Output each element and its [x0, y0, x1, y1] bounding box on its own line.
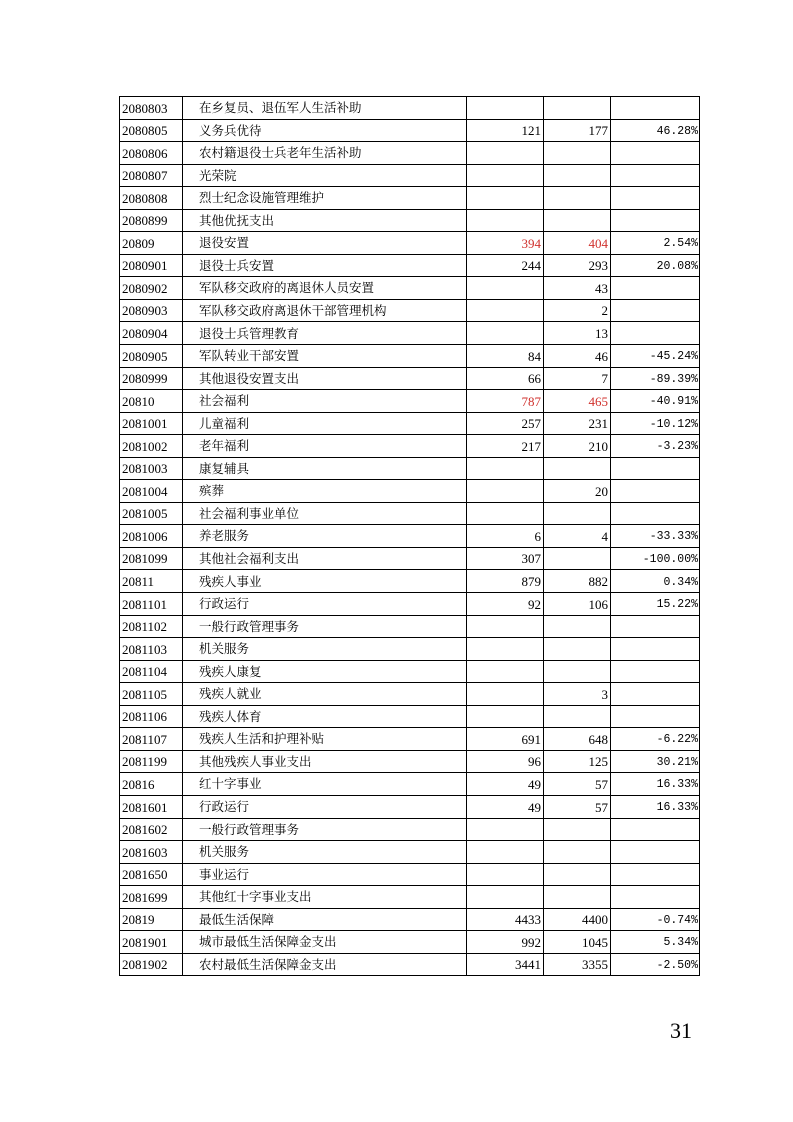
row-code: 2080899: [120, 209, 183, 232]
row-change-pct: -2.50%: [611, 953, 700, 976]
row-value-curr: 4400: [544, 908, 611, 931]
row-code: 20811: [120, 570, 183, 593]
row-value-curr: 2: [544, 299, 611, 322]
row-change-pct: 16.33%: [611, 773, 700, 796]
row-change-pct: [611, 660, 700, 683]
row-name: 农村最低生活保障金支出: [183, 953, 467, 976]
row-name: 残疾人体育: [183, 705, 467, 728]
row-name: 养老服务: [183, 525, 467, 548]
row-value-curr: 125: [544, 750, 611, 773]
row-change-pct: -89.39%: [611, 367, 700, 390]
row-change-pct: [611, 818, 700, 841]
row-value-curr: 13: [544, 322, 611, 345]
row-code: 2080905: [120, 345, 183, 368]
row-code: 2080904: [120, 322, 183, 345]
row-change-pct: [611, 502, 700, 525]
row-value-prev: [467, 209, 544, 232]
table-row: [120, 119, 700, 142]
row-value-prev: [467, 457, 544, 480]
row-change-pct: [611, 705, 700, 728]
row-change-pct: [611, 886, 700, 909]
row-value-curr: [544, 863, 611, 886]
row-value-prev: [467, 818, 544, 841]
row-code: 2081001: [120, 412, 183, 435]
row-change-pct: [611, 322, 700, 345]
table-row: [120, 232, 700, 255]
row-value-prev: [467, 480, 544, 503]
row-change-pct: [611, 299, 700, 322]
row-code: 20819: [120, 908, 183, 931]
table-row: [120, 209, 700, 232]
row-value-curr: [544, 660, 611, 683]
row-code: 20809: [120, 232, 183, 255]
row-value-prev: 257: [467, 412, 544, 435]
row-name: 社会福利事业单位: [183, 502, 467, 525]
budget-table: [119, 96, 700, 976]
table-row: [120, 277, 700, 300]
row-change-pct: [611, 187, 700, 210]
row-name: 军队转业干部安置: [183, 345, 467, 368]
row-name: 机关服务: [183, 841, 467, 864]
row-name: 一般行政管理事务: [183, 818, 467, 841]
table-row: [120, 863, 700, 886]
table-row: [120, 254, 700, 277]
row-name: 红十字事业: [183, 773, 467, 796]
row-name: 机关服务: [183, 638, 467, 661]
row-value-prev: [467, 886, 544, 909]
row-code: 2081099: [120, 547, 183, 570]
row-value-curr: 43: [544, 277, 611, 300]
row-value-prev: 96: [467, 750, 544, 773]
row-value-curr: 106: [544, 593, 611, 616]
row-name: 行政运行: [183, 593, 467, 616]
row-change-pct: [611, 457, 700, 480]
table-row: [120, 142, 700, 165]
row-value-prev: [467, 615, 544, 638]
row-value-curr: [544, 97, 611, 120]
row-change-pct: -40.91%: [611, 390, 700, 413]
table-row: [120, 660, 700, 683]
row-value-prev: [467, 502, 544, 525]
row-value-prev: 49: [467, 795, 544, 818]
table-row: [120, 750, 700, 773]
row-value-prev: [467, 322, 544, 345]
row-value-prev: 3441: [467, 953, 544, 976]
row-name: 其他优抚支出: [183, 209, 467, 232]
row-change-pct: 20.08%: [611, 254, 700, 277]
row-code: 2081105: [120, 683, 183, 706]
table-row: [120, 728, 700, 751]
row-value-prev: [467, 660, 544, 683]
row-code: 20810: [120, 390, 183, 413]
table-row: [120, 322, 700, 345]
row-value-curr: 882: [544, 570, 611, 593]
row-value-prev: 244: [467, 254, 544, 277]
row-change-pct: 46.28%: [611, 119, 700, 142]
row-code: 2081104: [120, 660, 183, 683]
row-change-pct: -33.33%: [611, 525, 700, 548]
row-code: 2080903: [120, 299, 183, 322]
row-name: 其他残疾人事业支出: [183, 750, 467, 773]
row-change-pct: [611, 164, 700, 187]
row-value-prev: [467, 97, 544, 120]
row-name: 老年福利: [183, 435, 467, 458]
row-code: 20816: [120, 773, 183, 796]
row-value-curr: [544, 547, 611, 570]
row-value-prev: 307: [467, 547, 544, 570]
row-change-pct: 2.54%: [611, 232, 700, 255]
row-name: 残疾人生活和护理补贴: [183, 728, 467, 751]
row-code: 2081699: [120, 886, 183, 909]
row-change-pct: 0.34%: [611, 570, 700, 593]
row-value-curr: 7: [544, 367, 611, 390]
row-value-prev: 66: [467, 367, 544, 390]
table-row: [120, 547, 700, 570]
table-row: [120, 435, 700, 458]
row-name: 一般行政管理事务: [183, 615, 467, 638]
row-change-pct: [611, 841, 700, 864]
row-name: 光荣院: [183, 164, 467, 187]
row-value-curr: 3355: [544, 953, 611, 976]
row-change-pct: [611, 209, 700, 232]
table-row: [120, 795, 700, 818]
row-name: 残疾人事业: [183, 570, 467, 593]
table-row: [120, 841, 700, 864]
row-value-prev: 691: [467, 728, 544, 751]
table-row: [120, 187, 700, 210]
table-row: [120, 570, 700, 593]
row-value-curr: 648: [544, 728, 611, 751]
row-change-pct: 16.33%: [611, 795, 700, 818]
row-name: 残疾人就业: [183, 683, 467, 706]
row-change-pct: [611, 97, 700, 120]
row-value-prev: [467, 142, 544, 165]
row-value-prev: [467, 187, 544, 210]
row-code: 2081004: [120, 480, 183, 503]
row-value-curr: 46: [544, 345, 611, 368]
row-name: 儿童福利: [183, 412, 467, 435]
table-row: [120, 525, 700, 548]
table-row: [120, 593, 700, 616]
row-value-prev: [467, 299, 544, 322]
row-value-curr: 177: [544, 119, 611, 142]
row-code: 2081101: [120, 593, 183, 616]
row-change-pct: [611, 683, 700, 706]
table-row: [120, 886, 700, 909]
page-number: 31: [670, 1018, 692, 1043]
row-value-prev: 4433: [467, 908, 544, 931]
row-change-pct: [611, 638, 700, 661]
row-code: 2080999: [120, 367, 183, 390]
row-change-pct: [611, 142, 700, 165]
row-code: 2080808: [120, 187, 183, 210]
row-name: 其他社会福利支出: [183, 547, 467, 570]
row-code: 2081601: [120, 795, 183, 818]
row-value-curr: 57: [544, 795, 611, 818]
row-name: 在乡复员、退伍军人生活补助: [183, 97, 467, 120]
row-value-curr: 20: [544, 480, 611, 503]
row-value-prev: [467, 638, 544, 661]
row-change-pct: -3.23%: [611, 435, 700, 458]
row-name: 义务兵优待: [183, 119, 467, 142]
row-value-curr: 293: [544, 254, 611, 277]
row-name: 其他退役安置支出: [183, 367, 467, 390]
row-value-curr: [544, 638, 611, 661]
row-change-pct: [611, 863, 700, 886]
row-value-prev: 992: [467, 931, 544, 954]
row-value-prev: 84: [467, 345, 544, 368]
row-change-pct: -100.00%: [611, 547, 700, 570]
row-change-pct: -10.12%: [611, 412, 700, 435]
row-value-prev: [467, 277, 544, 300]
row-change-pct: [611, 480, 700, 503]
row-code: 2081003: [120, 457, 183, 480]
row-change-pct: -0.74%: [611, 908, 700, 931]
row-value-curr: [544, 502, 611, 525]
row-name: 烈士纪念设施管理维护: [183, 187, 467, 210]
table-row: [120, 502, 700, 525]
row-code: 2081106: [120, 705, 183, 728]
table-row: [120, 390, 700, 413]
row-value-curr: [544, 142, 611, 165]
row-name: 农村籍退役士兵老年生活补助: [183, 142, 467, 165]
row-name: 最低生活保障: [183, 908, 467, 931]
row-name: 军队移交政府离退休干部管理机构: [183, 299, 467, 322]
row-change-pct: [611, 615, 700, 638]
row-value-prev: 217: [467, 435, 544, 458]
row-code: 2081602: [120, 818, 183, 841]
row-value-prev: [467, 683, 544, 706]
table-row: [120, 97, 700, 120]
row-value-prev: 6: [467, 525, 544, 548]
row-value-prev: 394: [467, 232, 544, 255]
row-value-curr: 4: [544, 525, 611, 548]
row-change-pct: -6.22%: [611, 728, 700, 751]
row-name: 其他红十字事业支出: [183, 886, 467, 909]
table-row: [120, 367, 700, 390]
row-code: 2081199: [120, 750, 183, 773]
row-value-prev: [467, 705, 544, 728]
table-row: [120, 615, 700, 638]
row-value-curr: 57: [544, 773, 611, 796]
row-code: 2080901: [120, 254, 183, 277]
table-row: [120, 345, 700, 368]
row-code: 2081002: [120, 435, 183, 458]
row-value-curr: [544, 886, 611, 909]
row-value-prev: 879: [467, 570, 544, 593]
row-name: 军队移交政府的离退休人员安置: [183, 277, 467, 300]
row-name: 退役安置: [183, 232, 467, 255]
table-row: [120, 412, 700, 435]
table-row: [120, 953, 700, 976]
row-code: 2081901: [120, 931, 183, 954]
table-row: [120, 457, 700, 480]
row-code: 2081650: [120, 863, 183, 886]
row-value-curr: 3: [544, 683, 611, 706]
row-value-curr: [544, 841, 611, 864]
table-row: [120, 818, 700, 841]
row-name: 退役士兵安置: [183, 254, 467, 277]
row-change-pct: 30.21%: [611, 750, 700, 773]
row-code: 2081006: [120, 525, 183, 548]
row-code: 2081005: [120, 502, 183, 525]
table-row: [120, 908, 700, 931]
row-value-curr: [544, 818, 611, 841]
table-row: [120, 164, 700, 187]
row-name: 行政运行: [183, 795, 467, 818]
row-value-curr: 404: [544, 232, 611, 255]
row-change-pct: 5.34%: [611, 931, 700, 954]
row-value-curr: 210: [544, 435, 611, 458]
row-value-prev: [467, 863, 544, 886]
row-name: 事业运行: [183, 863, 467, 886]
row-code: 2080805: [120, 119, 183, 142]
row-value-curr: 465: [544, 390, 611, 413]
table-row: [120, 299, 700, 322]
budget-table-body: [120, 97, 700, 976]
row-value-prev: [467, 164, 544, 187]
row-code: 2081603: [120, 841, 183, 864]
row-value-curr: [544, 615, 611, 638]
row-value-prev: 121: [467, 119, 544, 142]
row-code: 2081103: [120, 638, 183, 661]
row-name: 城市最低生活保障金支出: [183, 931, 467, 954]
table-row: [120, 931, 700, 954]
row-code: 2080803: [120, 97, 183, 120]
row-value-curr: 1045: [544, 931, 611, 954]
row-name: 残疾人康复: [183, 660, 467, 683]
row-code: 2081902: [120, 953, 183, 976]
row-code: 2080806: [120, 142, 183, 165]
row-change-pct: 15.22%: [611, 593, 700, 616]
row-change-pct: [611, 277, 700, 300]
row-name: 退役士兵管理教育: [183, 322, 467, 345]
row-value-prev: 787: [467, 390, 544, 413]
row-value-prev: 49: [467, 773, 544, 796]
row-change-pct: -45.24%: [611, 345, 700, 368]
row-code: 2080902: [120, 277, 183, 300]
table-row: [120, 638, 700, 661]
row-value-curr: [544, 187, 611, 210]
row-name: 社会福利: [183, 390, 467, 413]
row-value-curr: [544, 209, 611, 232]
row-name: 殡葬: [183, 480, 467, 503]
row-code: 2081107: [120, 728, 183, 751]
table-row: [120, 480, 700, 503]
row-value-prev: [467, 841, 544, 864]
row-value-curr: [544, 705, 611, 728]
row-code: 2081102: [120, 615, 183, 638]
table-row: [120, 683, 700, 706]
row-value-curr: [544, 164, 611, 187]
row-name: 康复辅具: [183, 457, 467, 480]
row-value-curr: [544, 457, 611, 480]
row-value-curr: 231: [544, 412, 611, 435]
table-row: [120, 705, 700, 728]
row-value-prev: 92: [467, 593, 544, 616]
table-row: [120, 773, 700, 796]
row-code: 2080807: [120, 164, 183, 187]
